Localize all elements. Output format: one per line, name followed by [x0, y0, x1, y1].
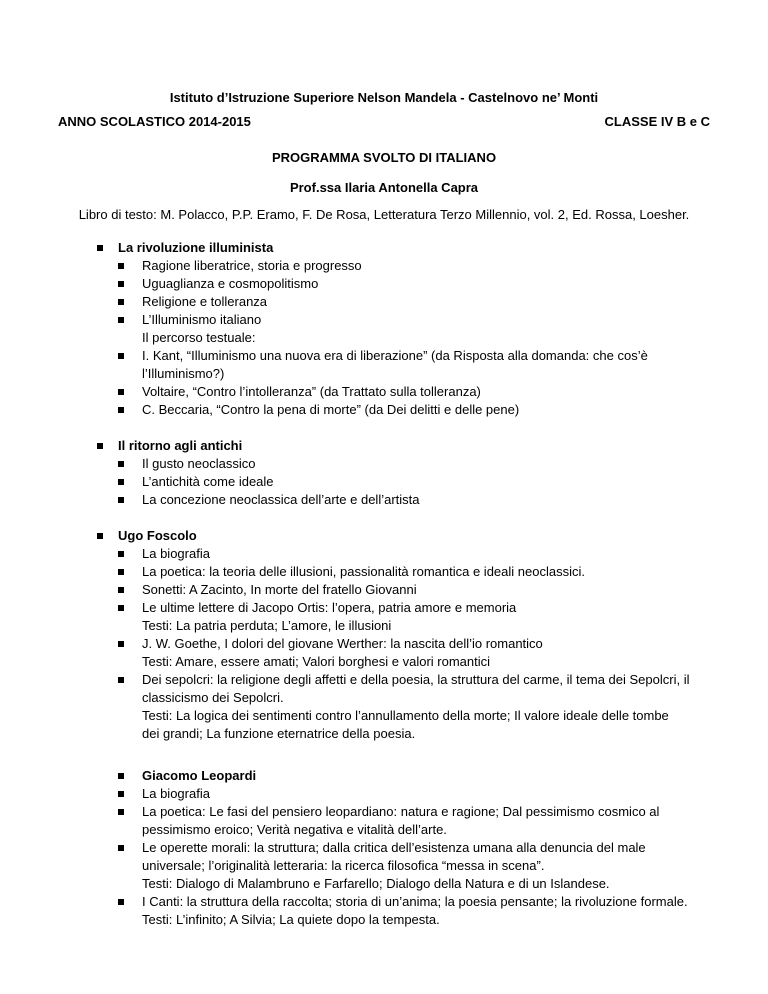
list-item-continuation: Testi: Dialogo di Malambruno e Farfarello; Dialogo della Natura e di un Islandese.	[142, 876, 610, 891]
bullet-icon	[97, 245, 103, 251]
bullet-icon	[118, 773, 124, 779]
program-title: PROGRAMMA SVOLTO DI ITALIANO	[271, 150, 497, 165]
list-item: Sonetti: A Zacinto, In morte del fratello Giovanni	[142, 582, 417, 597]
bullet-icon	[118, 899, 124, 905]
list-item: Il gusto neoclassico	[142, 456, 256, 471]
bullet-icon	[118, 791, 124, 797]
list-item-continuation: Testi: La logica dei sentimenti contro l’annullamento della morte; Il valore ideale delle tombe	[142, 708, 669, 723]
bullet-icon	[118, 281, 124, 287]
list-item: Le ultime lettere di Jacopo Ortis: l’opera, patria amore e memoria	[142, 600, 517, 615]
list-item: I. Kant, “Illuminismo una nuova era di liberazione” (da Risposta alla domanda: che cos’è	[142, 348, 648, 363]
bullet-icon	[118, 677, 124, 683]
list-item-continuation: universale; l’originalità letteraria: la ricerca filosofica “messa in scena”.	[142, 858, 545, 873]
bullet-icon	[118, 407, 124, 413]
list-item: La poetica: Le fasi del pensiero leopardiano: natura e ragione; Dal pessimismo cosmico al	[142, 804, 660, 819]
teacher-name: Prof.ssa Ilaria Antonella Capra	[289, 180, 479, 195]
list-item-continuation: Testi: La patria perduta; L’amore, le illusioni	[142, 618, 392, 633]
list-item: Uguaglianza e cosmopolitismo	[142, 276, 319, 291]
list-item: L’Illuminismo italiano	[142, 312, 262, 327]
list-item-continuation: Testi: L’infinito; A Silvia; La quiete dopo la tempesta.	[142, 912, 440, 927]
bullet-icon	[118, 641, 124, 647]
list-item: C. Beccaria, “Contro la pena di morte” (da Dei delitti e delle pene)	[142, 402, 520, 417]
list-item: La concezione neoclassica dell’arte e dell’artista	[142, 492, 420, 507]
list-item: La poetica: la teoria delle illusioni, passionalità romantica e ideali neoclassici.	[142, 564, 585, 579]
list-item-continuation: l’Illuminismo?)	[142, 366, 225, 381]
textbook-reference: Libro di testo: M. Polacco, P.P. Eramo, F. De Rosa, Letteratura Terzo Millennio, vol. 2, Ed. Rossa, Loesher.	[78, 207, 690, 222]
list-item: La biografia	[142, 786, 210, 801]
bullet-icon	[97, 443, 103, 449]
list-item: La biografia	[142, 546, 210, 561]
institute-name: Istituto d’Istruzione Superiore Nelson Mandela - Castelnovo ne’ Monti	[169, 90, 599, 105]
bullet-icon	[118, 569, 124, 575]
bullet-icon	[118, 605, 124, 611]
section-title: Giacomo Leopardi	[142, 768, 257, 783]
list-item: L’antichità come ideale	[142, 474, 274, 489]
bullet-icon	[118, 263, 124, 269]
list-item: J. W. Goethe, I dolori del giovane Werther: la nascita dell’io romantico	[142, 636, 543, 651]
bullet-icon	[118, 299, 124, 305]
list-item: Voltaire, “Contro l’intolleranza” (da Trattato sulla tolleranza)	[142, 384, 481, 399]
school-year: ANNO SCOLASTICO 2014-2015	[58, 114, 251, 129]
list-item-continuation: pessimismo eroico; Verità negativa e vitalità dell’arte.	[142, 822, 447, 837]
section-title: Il ritorno agli antichi	[118, 438, 243, 453]
bullet-icon	[118, 845, 124, 851]
bullet-icon	[118, 479, 124, 485]
list-item: I Canti: la struttura della raccolta; storia di un’anima; la poesia pensante; la rivoluzione formale.	[142, 894, 688, 909]
bullet-icon	[118, 389, 124, 395]
section-title: La rivoluzione illuminista	[118, 240, 274, 255]
bullet-icon	[118, 809, 124, 815]
list-item: Dei sepolcri: la religione degli affetti e della poesia, la struttura del carme, il tema dei Sepolcri, il	[142, 672, 690, 687]
list-item-continuation: dei grandi; La funzione eternatrice della poesia.	[142, 726, 416, 741]
list-item: Le operette morali: la struttura; dalla critica dell’esistenza umana alla denuncia del male	[142, 840, 646, 855]
section-title: Ugo Foscolo	[118, 528, 197, 543]
list-item: Ragione liberatrice, storia e progresso	[142, 258, 362, 273]
list-item: Religione e tolleranza	[142, 294, 268, 309]
bullet-icon	[118, 497, 124, 503]
bullet-icon	[118, 317, 124, 323]
list-item-continuation: classicismo dei Sepolcri.	[142, 690, 284, 705]
list-item-continuation: Il percorso testuale:	[142, 330, 256, 345]
bullet-icon	[118, 587, 124, 593]
bullet-icon	[97, 533, 103, 539]
bullet-icon	[118, 551, 124, 557]
bullet-icon	[118, 461, 124, 467]
class-label: CLASSE IV B e C	[604, 114, 710, 129]
bullet-icon	[118, 353, 124, 359]
list-item-continuation: Testi: Amare, essere amati; Valori borghesi e valori romantici	[142, 654, 491, 669]
